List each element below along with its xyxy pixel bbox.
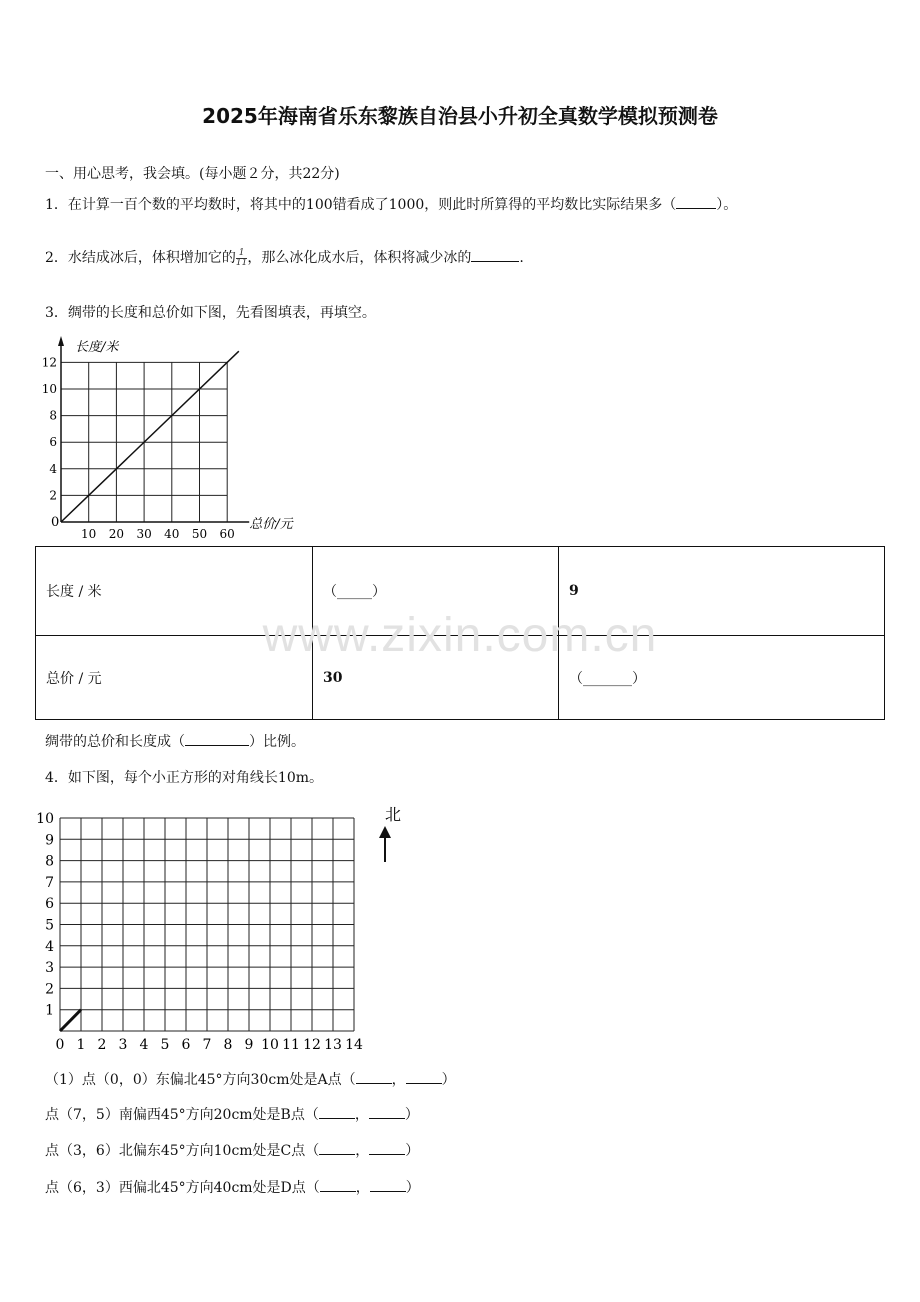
- q4-y-label: 8: [45, 853, 54, 870]
- q4-item-2-blank-y[interactable]: [369, 1104, 405, 1119]
- q3-y-axis-label: 长度/米: [75, 340, 119, 355]
- question-3: 3．绸带的长度和总价如下图，先看图填表，再填空。: [45, 305, 376, 321]
- q4-item-4-suffix: ）: [405, 1180, 420, 1196]
- q4-item-4: [45, 1177, 420, 1197]
- q3-y-tick-label: 2: [49, 488, 57, 503]
- q4-x-label: 0: [55, 1037, 65, 1053]
- q4-x-labels: [56, 1037, 363, 1053]
- q4-y-label: 10: [36, 811, 54, 827]
- q3-y-tick-label: 8: [49, 408, 57, 423]
- q4-y-label: 5: [45, 917, 54, 934]
- q4-item-4-blank-y[interactable]: [370, 1177, 406, 1192]
- q2-middle: ，那么冰化成水后，体积将减少冰的: [247, 250, 472, 266]
- q4-coordinate-grid: [30, 800, 410, 1058]
- q4-x-label: 11: [282, 1037, 300, 1053]
- section-heading: 一、用心思考，我会填。(每小题２分，共22分): [45, 166, 340, 182]
- q4-item-4-sep: ，: [355, 1180, 370, 1196]
- q4-y-label: 7: [45, 874, 54, 891]
- q3-table-length-value: 9: [559, 547, 885, 636]
- q3-y-tick-labels: [42, 355, 58, 502]
- q4-item-1-text: （1）点（0，0）东偏北45°方向30cm处是A点（: [45, 1072, 356, 1088]
- q1-answer-blank[interactable]: [676, 194, 716, 209]
- q4-item-2: [45, 1104, 419, 1124]
- q4-item-4-text: 点（6，3）西偏北45°方向40cm处是D点（: [45, 1180, 320, 1196]
- q4-diagonal-segment: [60, 1010, 81, 1031]
- question-1: [45, 194, 737, 214]
- q3-x-tick-label: 60: [219, 527, 235, 541]
- q4-y-label: 6: [45, 896, 54, 913]
- q4-grid-lines: [60, 818, 354, 1031]
- north-arrow-icon: [379, 826, 391, 862]
- q3-origin-label: 0: [51, 515, 60, 530]
- q3-answer-text: 绸带的总价和长度成（: [45, 734, 185, 750]
- q3-x-tick-label: 30: [136, 527, 152, 541]
- q4-item-3-blank-x[interactable]: [319, 1140, 355, 1155]
- q3-answer-blank[interactable]: [185, 731, 249, 746]
- q4-item-1-blank-x[interactable]: [356, 1069, 392, 1084]
- question-2: [45, 247, 524, 268]
- q4-item-1-suffix: ）: [441, 1072, 456, 1088]
- q4-item-3-text: 点（3，6）北偏东45°方向10cm处是C点（: [45, 1143, 320, 1159]
- q4-x-label: 8: [223, 1037, 233, 1053]
- q2-fraction: $\frac{1}{11}$: [235, 247, 248, 268]
- q4-x-label: 14: [345, 1037, 363, 1053]
- page-title: 2025年海南省乐东黎族自治县小升初全真数学模拟预测卷: [202, 104, 718, 128]
- q4-item-2-suffix: ）: [404, 1107, 419, 1123]
- q3-table-price-blank[interactable]: （_______）: [559, 636, 885, 720]
- north-label: 北: [385, 805, 402, 824]
- q4-x-label: 4: [139, 1037, 149, 1053]
- q4-item-3-sep: ，: [355, 1143, 370, 1159]
- q4-item-3-suffix: ）: [405, 1143, 420, 1159]
- q3-answer-line: [45, 731, 305, 751]
- q4-item-2-sep: ，: [354, 1107, 369, 1123]
- watermark: www.zixin.com.cn: [262, 609, 658, 662]
- q4-x-label: 7: [202, 1037, 212, 1053]
- q4-item-3-blank-y[interactable]: [369, 1140, 405, 1155]
- q4-item-3: [45, 1140, 419, 1160]
- q4-x-label: 6: [181, 1037, 191, 1053]
- q2-text: 2．水结成冰后，体积增加它的: [45, 250, 236, 266]
- q4-item-1: [45, 1069, 456, 1089]
- question-4: 4．如下图，每个小正方形的对角线长10m。: [45, 770, 323, 786]
- q3-y-tick-label: 4: [49, 461, 57, 476]
- q3-series-segment: [61, 351, 239, 522]
- q1-text: 1．在计算一百个数的平均数时，将其中的100错看成了1000，则此时所算得的平均数比实际结果多（: [45, 197, 677, 213]
- q4-x-label: 3: [118, 1037, 128, 1053]
- q2-suffix: .: [519, 250, 524, 266]
- q3-table-label-length: 长度 / 米: [36, 547, 313, 636]
- q3-table-length-blank[interactable]: （_____）: [313, 547, 559, 636]
- q4-x-label: 9: [244, 1037, 254, 1053]
- q4-x-label: 13: [324, 1037, 342, 1053]
- q3-y-tick-label: 6: [49, 435, 57, 450]
- q3-x-tick-label: 10: [81, 527, 97, 541]
- q4-y-label: 1: [45, 1002, 54, 1019]
- q3-y-tick-label: 12: [41, 355, 57, 370]
- q3-answer-suffix: ）比例。: [249, 734, 305, 750]
- q4-item-1-blank-y[interactable]: [406, 1069, 442, 1084]
- q4-item-4-blank-x[interactable]: [320, 1177, 356, 1192]
- q3-y-axis-arrow: [58, 336, 64, 346]
- q4-y-label: 2: [45, 981, 54, 998]
- q4-item-1-sep: ，: [391, 1072, 406, 1088]
- q4-y-labels: [36, 811, 54, 1019]
- q3-x-tick-labels: [81, 527, 235, 541]
- q4-y-label: 9: [45, 832, 54, 849]
- q4-y-label: 3: [45, 960, 54, 977]
- q2-answer-blank[interactable]: [471, 247, 519, 262]
- q4-x-label: 12: [303, 1037, 321, 1053]
- q3-table-price-value: 30: [313, 636, 559, 720]
- q3-series-line: [61, 351, 239, 522]
- q3-x-axis-label: 总价/元: [249, 517, 293, 532]
- q4-item-2-blank-x[interactable]: [319, 1104, 355, 1119]
- q4-y-label: 4: [45, 938, 54, 955]
- q3-x-tick-label: 50: [191, 527, 208, 541]
- q3-x-tick-label: 40: [164, 527, 180, 541]
- q3-x-tick-label: 20: [108, 527, 125, 541]
- q1-suffix: ）。: [716, 197, 738, 213]
- q4-x-label: 2: [97, 1037, 107, 1053]
- q4-x-label: 5: [160, 1037, 170, 1053]
- q4-item-2-text: 点（7，5）南偏西45°方向20cm处是B点（: [45, 1107, 319, 1123]
- q4-x-label: 10: [261, 1037, 279, 1053]
- q3-line-chart: [35, 332, 325, 544]
- q3-y-tick-label: 10: [41, 382, 57, 396]
- q3-chart-axes: [58, 336, 249, 522]
- q4-x-label: 1: [76, 1037, 86, 1053]
- q3-table-label-price: 总价 / 元: [36, 636, 313, 720]
